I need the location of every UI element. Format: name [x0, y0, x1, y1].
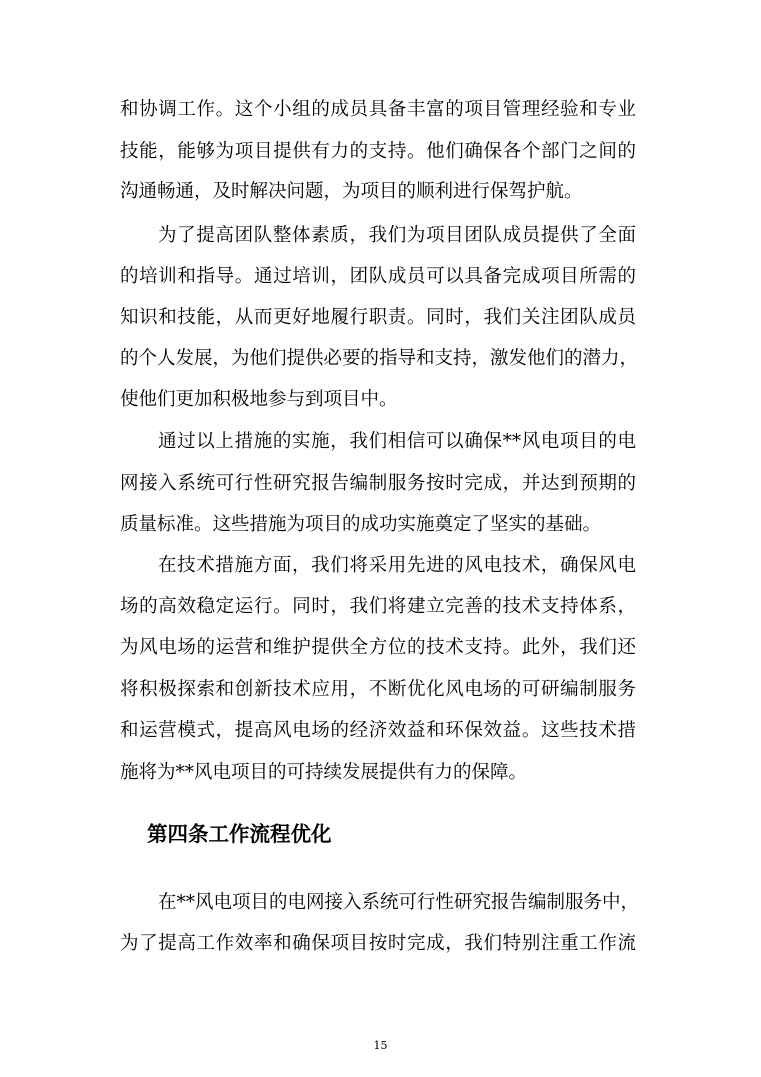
paragraph-line: 知识和技能，从而更好地履行职责。同时，我们关注团队成员: [120, 307, 636, 328]
paragraph-line: 的个人发展，为他们提供必要的指导和支持，激发他们的潜力，: [120, 348, 639, 369]
paragraph-line: 通过以上措施的实施，我们相信可以确保**风电项目的电: [158, 431, 636, 452]
paragraph-line: 沟通畅通，及时解决问题，为项目的顺利进行保驾护航。: [120, 181, 583, 202]
section-heading: 第四条工作流程优化: [147, 822, 332, 846]
paragraph-line: 技能，能够为项目提供有力的支持。他们确保各个部门之间的: [120, 141, 636, 162]
paragraph-line: 质量标准。这些措施为项目的成功实施奠定了坚实的基础。: [120, 514, 602, 535]
paragraph-line: 网接入系统可行性研究报告编制服务按时完成，并达到预期的: [120, 473, 636, 494]
paragraph-line: 和运营模式，提高风电场的经济效益和环保效益。这些技术措: [120, 720, 636, 741]
page-number: 15: [373, 1039, 388, 1052]
paragraph-line: 场的高效稳定运行。同时，我们将建立完善的技术支持体系，: [120, 596, 636, 617]
paragraph-line: 在**风电项目的电网接入系统可行性研究报告编制服务中，: [158, 892, 640, 913]
paragraph-line: 为风电场的运营和维护提供全方位的技术支持。此外，我们还: [120, 637, 636, 658]
paragraph-line: 使他们更加积极地参与到项目中。: [120, 389, 398, 410]
paragraph-line: 的培训和指导。通过培训，团队成员可以具备完成项目所需的: [120, 266, 636, 287]
paragraph-line: 为了提高团队整体素质，我们为项目团队成员提供了全面: [158, 225, 636, 246]
paragraph-line: 和协调工作。这个小组的成员具备丰富的项目管理经验和专业: [120, 99, 636, 120]
paragraph-line: 将积极探索和创新技术应用，不断优化风电场的可研编制服务: [120, 679, 636, 700]
paragraph-line: 在技术措施方面，我们将采用先进的风电技术，确保风电: [158, 555, 636, 576]
paragraph-line: 施将为**风电项目的可持续发展提供有力的保障。: [120, 762, 528, 783]
paragraph-line: 为了提高工作效率和确保项目按时完成，我们特别注重工作流: [120, 933, 636, 954]
